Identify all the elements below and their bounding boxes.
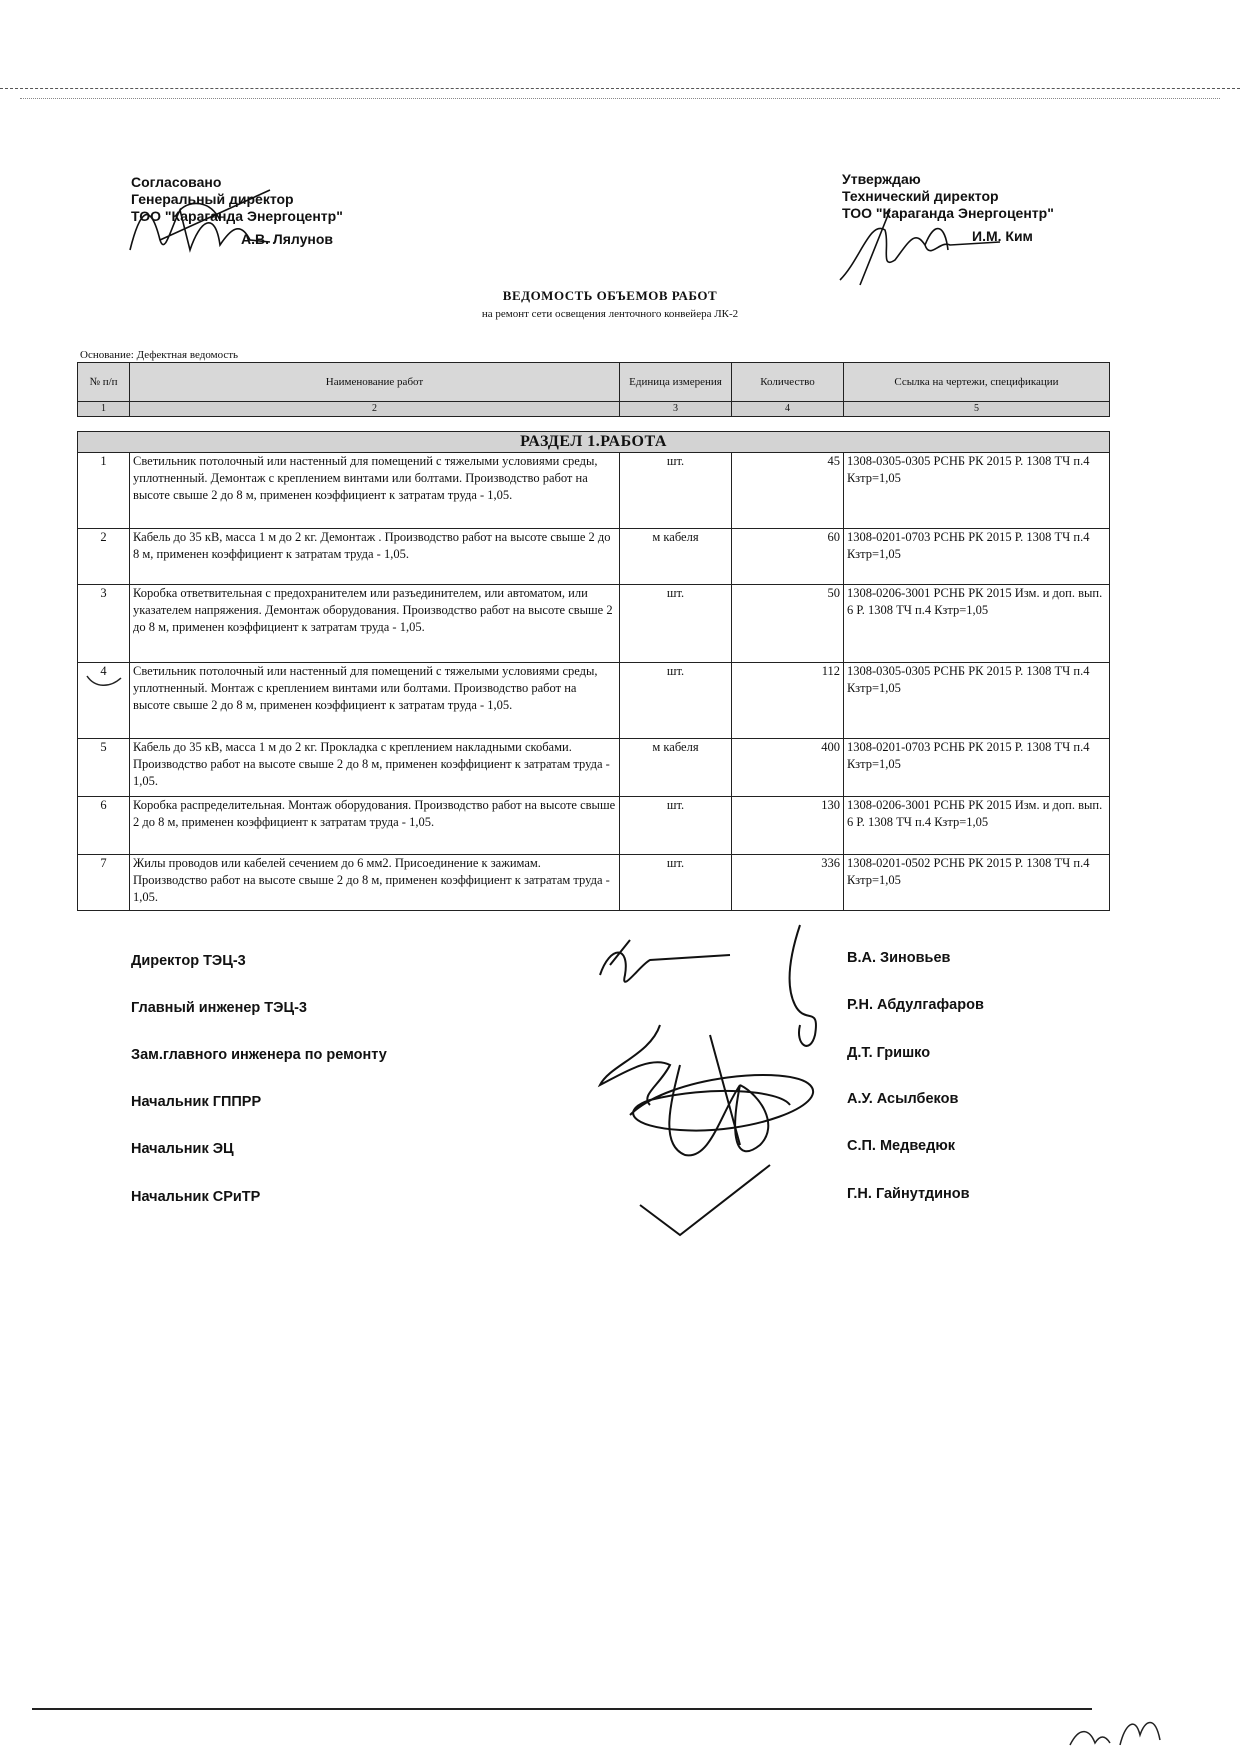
row-no: 4 — [78, 663, 130, 739]
row-unit: шт. — [620, 855, 732, 911]
column-number: 3 — [620, 402, 732, 417]
row-no: 1 — [78, 453, 130, 529]
row-unit: шт. — [620, 453, 732, 529]
section-row — [78, 432, 1110, 453]
approved-name: И.М. Ким — [972, 228, 1033, 244]
column-number: 1 — [78, 402, 130, 417]
signatory-position: Начальник СРиТР — [131, 1189, 261, 1205]
signatory-position: Начальник ГППРР — [131, 1094, 262, 1110]
header-no: № п/п — [78, 363, 130, 402]
signatory-name: В.А. Зиновьев — [847, 950, 951, 966]
signatory-name: А.У. Асылбеков — [847, 1091, 959, 1107]
table-row — [78, 855, 1110, 911]
approved-heading: Утверждаю — [842, 171, 921, 187]
scan-border-top — [0, 88, 1240, 89]
document-title-block — [0, 288, 1220, 320]
row-no: 6 — [78, 797, 130, 855]
table-header-row — [78, 363, 1110, 402]
document-subtitle: на ремонт сети освещения ленточного конвейера ЛК-2 — [481, 308, 739, 320]
header-name: Наименование работ — [130, 363, 620, 402]
signatory-position: Зам.главного инженера по ремонту — [131, 1047, 387, 1063]
table-row — [78, 585, 1110, 663]
row-qty: 50 — [732, 585, 844, 663]
row-name: Жилы проводов или кабелей сечением до 6 мм2. Присоединение к зажимам. Производство работ на высоте свыше 2 до 8 м, применен коэффициент к затратам труда - 1,05. — [130, 855, 620, 911]
row-ref: 1308-0201-0703 РСНБ РК 2015 Р. 1308 ТЧ п.4 Кзтр=1,05 — [844, 739, 1110, 797]
signatory-name: Д.Т. Гришко — [847, 1045, 931, 1061]
section-title: РАЗДЕЛ 1.РАБОТА — [78, 432, 1110, 453]
row-ref: 1308-0305-0305 РСНБ РК 2015 Р. 1308 ТЧ п.4 Кзтр=1,05 — [844, 453, 1110, 529]
row-unit: шт. — [620, 585, 732, 663]
header-qty: Количество — [732, 363, 844, 402]
row-ref: 1308-0206-3001 РСНБ РК 2015 Изм. и доп. вып. 6 Р. 1308 ТЧ п.4 Кзтр=1,05 — [844, 797, 1110, 855]
table-row — [78, 739, 1110, 797]
spacer-row — [78, 417, 1110, 432]
signatory-position: Главный инженер ТЭЦ-3 — [131, 1000, 307, 1016]
header-ref: Ссылка на чертежи, спецификации — [844, 363, 1110, 402]
row-name: Коробка ответвительная с предохранителем или разъединителем, или автоматом, или указателем напряжения. Демонтаж оборудования. Производство работ на высоте свыше 2 до 8 м, применен коэффициент к затратам труда - 1,05. — [130, 585, 620, 663]
row-ref: 1308-0201-0703 РСНБ РК 2015 Р. 1308 ТЧ п.4 Кзтр=1,05 — [844, 529, 1110, 585]
approved-org: ТОО "Караганда Энергоцентр" — [842, 205, 1054, 221]
column-number: 4 — [732, 402, 844, 417]
row-no: 7 — [78, 855, 130, 911]
row-unit: шт. — [620, 663, 732, 739]
table-row — [78, 663, 1110, 739]
column-number: 2 — [130, 402, 620, 417]
signatory-name: Р.Н. Абдулгафаров — [847, 997, 984, 1013]
row-qty: 112 — [732, 663, 844, 739]
works-table — [77, 362, 1110, 911]
row-qty: 60 — [732, 529, 844, 585]
approved-signature — [830, 200, 1010, 295]
table-row — [78, 453, 1110, 529]
left-margin-mark — [85, 672, 125, 692]
agreed-name: А.В. Лялунов — [241, 231, 333, 247]
row-qty: 400 — [732, 739, 844, 797]
row-ref: 1308-0206-3001 РСНБ РК 2015 Изм. и доп. вып. 6 Р. 1308 ТЧ п.4 Кзтр=1,05 — [844, 585, 1110, 663]
basis-text: Основание: Дефектная ведомость — [80, 349, 239, 361]
document-title: ВЕДОМОСТЬ ОБЪЕМОВ РАБОТ — [502, 288, 718, 303]
row-name: Светильник потолочный или настенный для помещений с тяжелыми условиями среды, уплотненный. Монтаж с креплением винтами или болтами. Производство работ на высоте свыше 2 до 8 м, применен коэффициент к затратам труда - 1,05. — [130, 663, 620, 739]
scan-border-bottom — [32, 1708, 1092, 1710]
row-name: Кабель до 35 кВ, масса 1 м до 2 кг. Демонтаж . Производство работ на высоте свыше 2 до 8 м, применен коэффициент к затратам труда - 1,05. — [130, 529, 620, 585]
signatory-position: Начальник ЭЦ — [131, 1141, 234, 1157]
row-ref: 1308-0201-0502 РСНБ РК 2015 Р. 1308 ТЧ п.4 Кзтр=1,05 — [844, 855, 1110, 911]
row-name: Коробка распределительная. Монтаж оборудования. Производство работ на высоте свыше 2 до 8 м, применен коэффициент к затратам труда - 1,05. — [130, 797, 620, 855]
row-qty: 336 — [732, 855, 844, 911]
scan-border-top-2 — [20, 98, 1220, 99]
row-ref: 1308-0305-0305 РСНБ РК 2015 Р. 1308 ТЧ п.4 Кзтр=1,05 — [844, 663, 1110, 739]
row-qty: 45 — [732, 453, 844, 529]
approved-position: Технический директор — [842, 188, 999, 204]
row-unit: м кабеля — [620, 739, 732, 797]
row-no: 3 — [78, 585, 130, 663]
row-unit: м кабеля — [620, 529, 732, 585]
signatory-name: Г.Н. Гайнутдинов — [847, 1186, 970, 1202]
table-row — [78, 529, 1110, 585]
row-name: Светильник потолочный или настенный для помещений с тяжелыми условиями среды, уплотненный. Демонтаж с креплением винтами или болтами. Производство работ на высоте свыше 2 до 8 м, применен коэффициент к затратам труда - 1,05. — [130, 453, 620, 529]
agreed-heading: Согласовано — [131, 174, 222, 190]
table-row — [78, 797, 1110, 855]
row-no: 2 — [78, 529, 130, 585]
agreed-org: ТОО "Караганда Энергоцентр" — [131, 208, 343, 224]
header-unit: Единица измерения — [620, 363, 732, 402]
row-name: Кабель до 35 кВ, масса 1 м до 2 кг. Прокладка с креплением накладными скобами. Производство работ на высоте свыше 2 до 8 м, применен коэффициент к затратам труда - 1,05. — [130, 739, 620, 797]
signatory-position: Директор ТЭЦ-3 — [131, 953, 246, 969]
row-unit: шт. — [620, 797, 732, 855]
agreed-signature — [120, 170, 280, 270]
column-number: 5 — [844, 402, 1110, 417]
signatory-name: С.П. Медведюк — [847, 1138, 955, 1154]
bottom-right-initials — [1060, 1705, 1180, 1750]
signatures-scribble — [590, 915, 850, 1255]
agreed-position: Генеральный директор — [131, 191, 294, 207]
row-no: 5 — [78, 739, 130, 797]
column-number-row — [78, 402, 1110, 417]
row-qty: 130 — [732, 797, 844, 855]
